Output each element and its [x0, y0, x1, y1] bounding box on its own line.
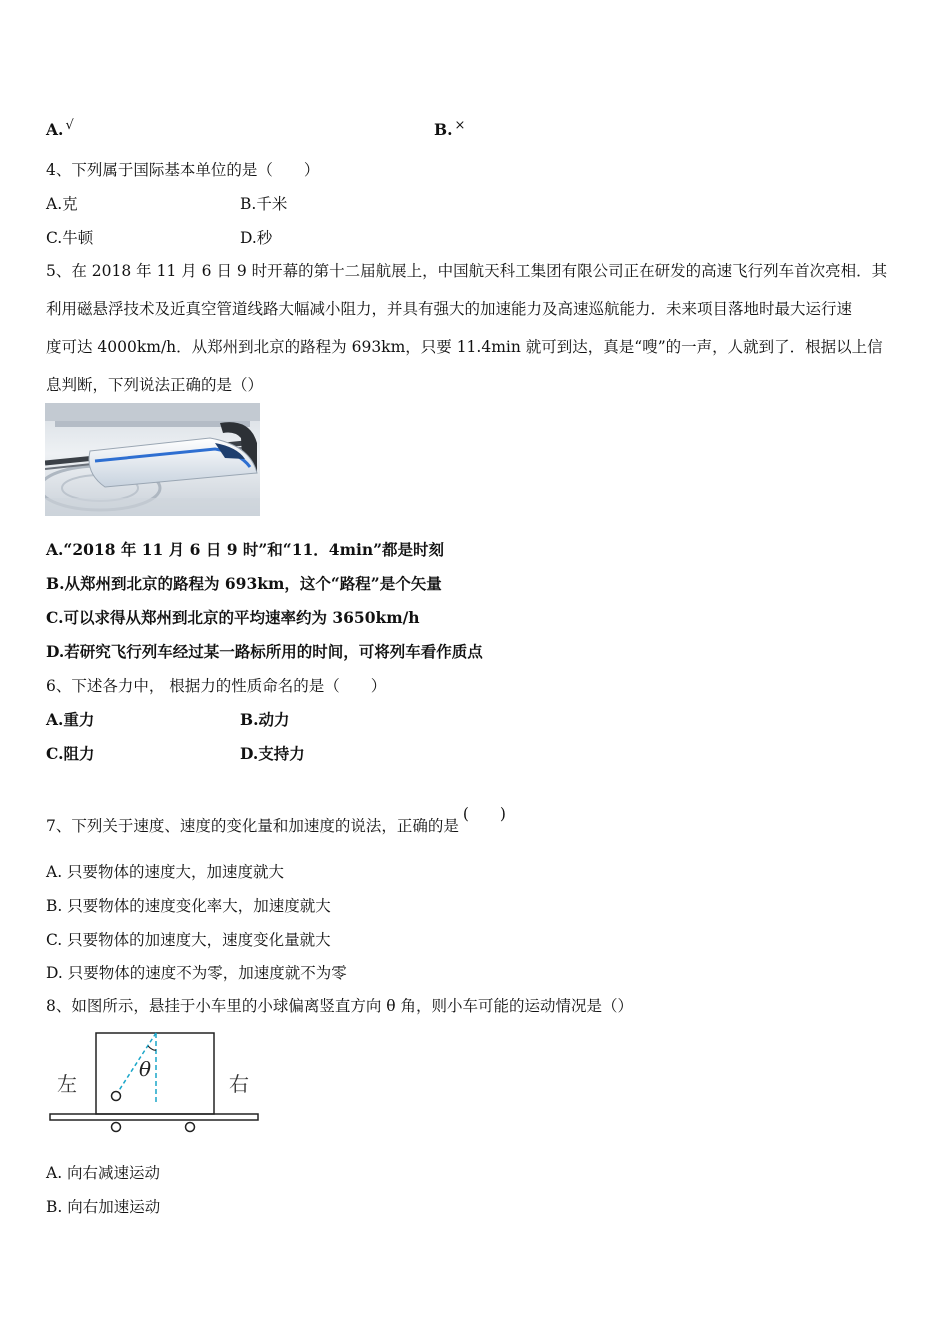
q8-stem: 8、如图所示，悬挂于小车里的小球偏离竖直方向 θ 角，则小车可能的运动情况是（）	[46, 997, 634, 1015]
q6-option-a: A.重力	[46, 710, 95, 729]
cross-icon: ×	[454, 118, 466, 133]
q5-stem-line: 息判断，下列说法正确的是（）	[46, 376, 264, 394]
check-icon: √	[65, 118, 74, 133]
q4-stem: 4、下列属于国际基本单位的是（ ）	[46, 161, 320, 179]
q5-option-d: D.若研究飞行列车经过某一路标所用的时间，可将列车看作质点	[46, 642, 483, 661]
option-label: B.	[434, 120, 453, 139]
train-image	[45, 403, 260, 516]
q4-option-c: C.牛顿	[46, 229, 94, 247]
q6-option-d: D.支持力	[240, 744, 305, 763]
option-label: A.	[46, 120, 64, 139]
q5-option-a: A.“2018 年 11 月 6 日 9 时”和“11．4min”都是时刻	[46, 540, 445, 559]
q5-stem-line: 度可达 4000km/h．从郑州到北京的路程为 693km，只要 11.4min 就可到达，真是“嗖”的一声，人就到了．根据以上信	[46, 338, 883, 356]
left-label: 左	[57, 1072, 77, 1096]
q7-option-b: B. 只要物体的速度变化率大，加速度就大	[46, 897, 331, 915]
q8-option-b: B. 向右加速运动	[46, 1198, 161, 1216]
angle-label: θ	[138, 1057, 152, 1081]
q7-option-d: D. 只要物体的速度不为零，加速度就不为零	[46, 964, 347, 982]
q6-stem: 6、下述各力中， 根据力的性质命名的是（ ）	[46, 677, 387, 695]
q3-option-b	[434, 116, 465, 140]
q4-option-a: A.克	[46, 195, 78, 213]
q6-option-b: B.动力	[240, 710, 290, 729]
q5-stem-line: 5、在 2018 年 11 月 6 日 9 时开幕的第十二届航展上，中国航天科工集团有限公司正在研发的高速飞行列车首次亮相．其	[46, 262, 888, 280]
q4-option-d: D.秒	[240, 229, 273, 247]
q5-stem-line: 利用磁悬浮技术及近真空管道线路大幅减小阻力，并具有强大的加速能力及高速巡航能力．未来项目落地时最大运行速	[46, 300, 853, 318]
q7-stem-text: 7、下列关于速度、速度的变化量和加速度的说法，正确的是	[46, 817, 459, 835]
q7-option-a: A. 只要物体的速度大，加速度就大	[46, 863, 285, 881]
q7-option-c: C. 只要物体的加速度大，速度变化量就大	[46, 931, 331, 949]
q8-option-a: A. 向右减速运动	[46, 1164, 161, 1182]
right-label: 右	[229, 1072, 249, 1096]
q3-option-a	[46, 116, 74, 140]
q5-option-c: C.可以求得从郑州到北京的平均速率约为 3650km/h	[46, 608, 420, 627]
q7-stem	[46, 805, 506, 836]
q5-option-b: B.从郑州到北京的路程为 693km，这个“路程”是个矢量	[46, 574, 442, 593]
q4-option-b: B.千米	[240, 195, 288, 213]
q6-option-c: C.阻力	[46, 744, 95, 763]
cart-diagram	[45, 1030, 265, 1136]
answer-bracket: ( )	[462, 805, 506, 823]
q5-stem	[46, 252, 906, 404]
